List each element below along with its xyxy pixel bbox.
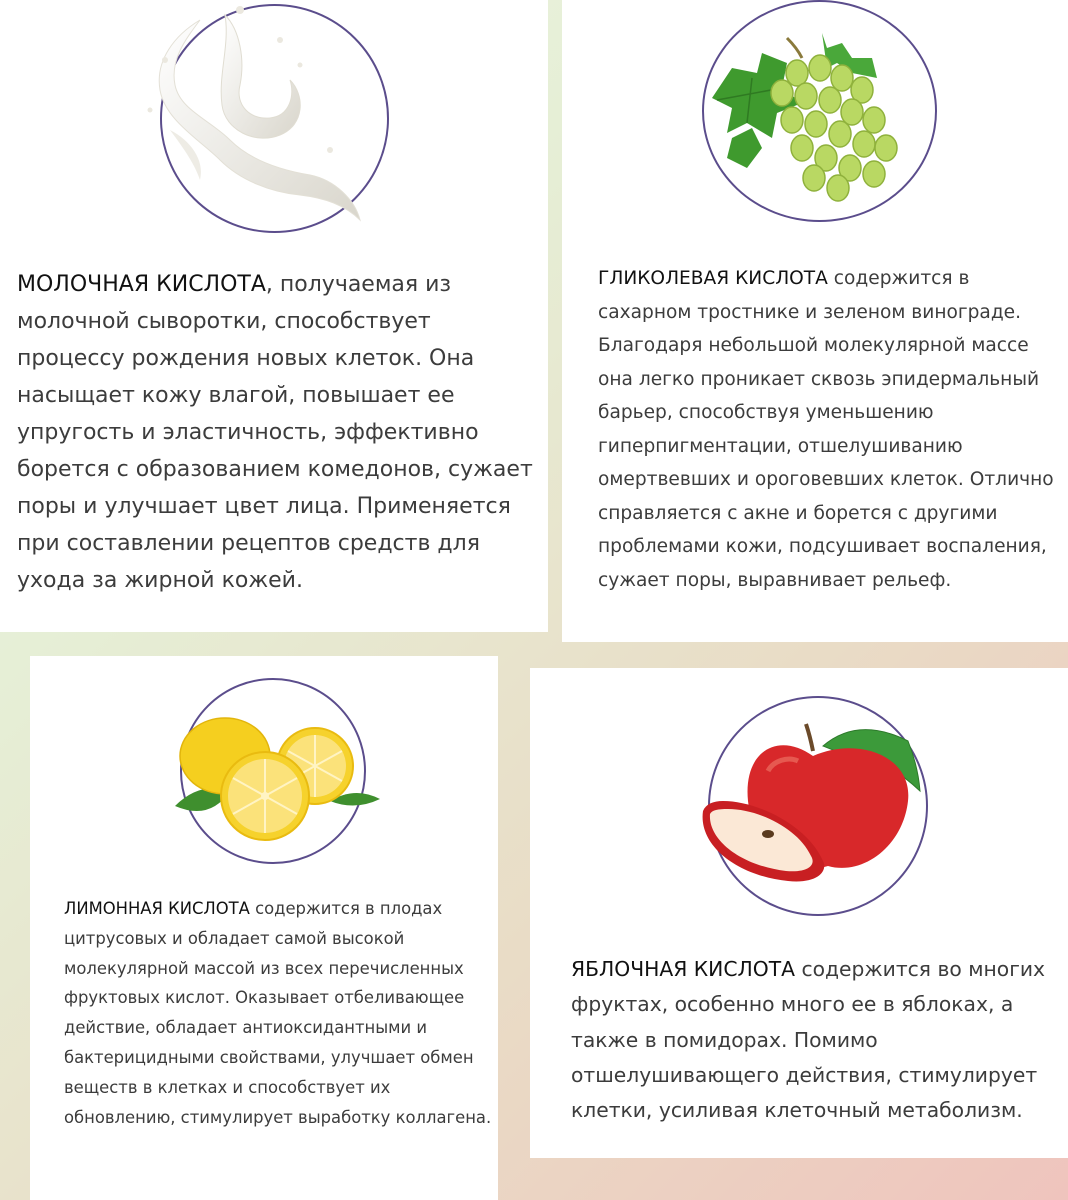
- glycolic-acid-body: содержится в сахарном тростнике и зеленом винограде. Благодаря небольшой молекулярной массе она легко проникает сквозь эпидермальный барьер, способствуя уменьшению гиперпигментации, отшелушиванию омертвевших и ороговевших клеток. Отлично справляется с акне и борется с другими проблемами кожи, подсушивает воспаления, сужает поры, выравнивает рельеф.: [598, 268, 1054, 591]
- citric-acid-description: [64, 894, 494, 1132]
- glycolic-acid-description: [598, 262, 1060, 597]
- lactic-acid-body: , получаемая из молочной сыворотки, способствует процессу рождения новых клеток. Она насыщает кожу влагой, повышает ее упругость и эластичность, эффективно борется с образованием комедонов, сужает поры и улучшает цвет лица. Применяется при составлении рецептов средств для ухода за жирной кожей.: [17, 272, 533, 593]
- milk-splash-icon: [130, 0, 380, 230]
- card-lactic-acid: [0, 0, 548, 632]
- card-citric-acid: [30, 656, 498, 1200]
- glycolic-acid-heading: ГЛИКОЛЕВАЯ КИСЛОТА: [598, 268, 828, 289]
- malic-acid-description: [571, 952, 1061, 1128]
- lactic-acid-description: [17, 266, 542, 599]
- card-malic-acid: [530, 668, 1068, 1158]
- citric-acid-heading: ЛИМОННАЯ КИСЛОТА: [64, 899, 250, 918]
- grapes-icon: [702, 28, 922, 208]
- malic-acid-body: содержится во многих фруктах, особенно много ее в яблоках, а также в помидорах. Помимо отшелушивающего действия, стимулирует клетки, усиливая клеточный метаболизм.: [571, 957, 1046, 1123]
- malic-acid-heading: ЯБЛОЧНАЯ КИСЛОТА: [571, 957, 795, 981]
- lemon-icon: [170, 711, 385, 841]
- citric-acid-body: содержится в плодах цитрусовых и обладает самой высокой молекулярной массой из всех перечисленных фруктовых кислот. Оказывает отбеливающее действие, обладает антиоксидантными и бактерицидными свойствами, улучшает обмен веществ в клетках и способствует их обновлению, стимулирует выработку коллагена.: [64, 899, 492, 1127]
- apple-icon: [698, 716, 928, 901]
- card-glycolic-acid: [562, 0, 1068, 642]
- lactic-acid-heading: МОЛОЧНАЯ КИСЛОТА: [17, 272, 266, 297]
